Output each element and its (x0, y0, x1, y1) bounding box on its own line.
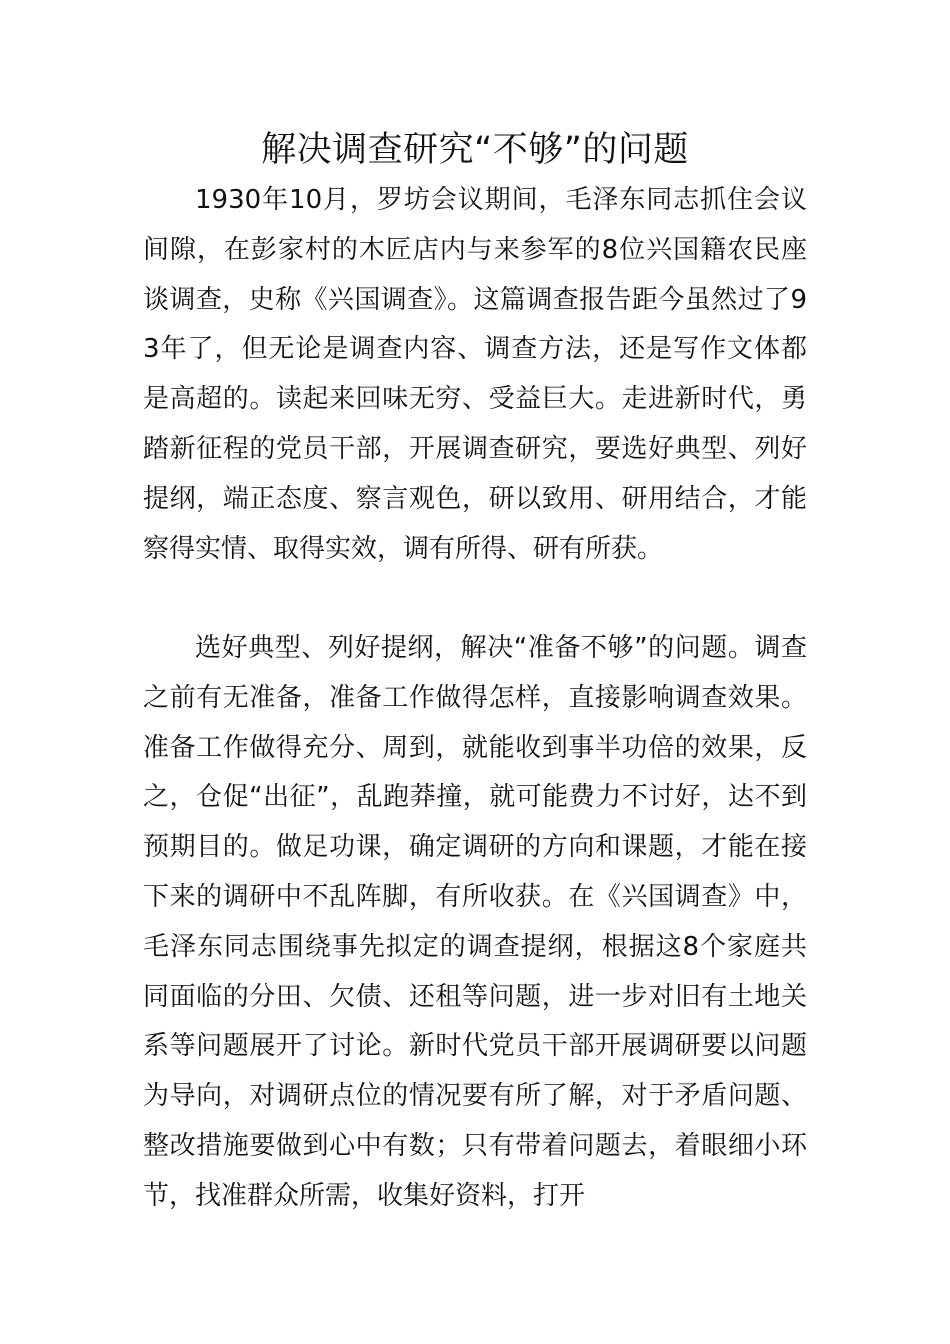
document-title: 解决调查研究“不够”的问题 (261, 130, 689, 170)
paragraph-intro: 1930年10月，罗坊会议期间，毛泽东同志抓住会议间隙，在彭家村的木匠店内与来参军的8位兴国籍农民座谈调查，史称《兴国调查》。这篇调查报告距今虽然过了93年了，但无论是调查内容、调查方法，还是写作文体都是高超的。读起来回味无穷、受益巨大。走进新时代，勇踏新征程的党员干部，开展调查研究，要选好典型、列好提纲，端正态度、察言观色，研以致用、研用结合，才能察得实情、取得实效，调有所得、研有所获。 (143, 185, 807, 564)
paragraph-preparation: 选好典型、列好提纲，解决“准备不够”的问题。调查之前有无准备，准备工作做得怎样，直接影响调查效果。准备工作做得充分、周到，就能收到事半功倍的效果，反之，仓促“出征”，乱跑莽撞，就可能费力不讨好，达不到预期目的。做足功课，确定调研的方向和课题，才能在接下来的调研中不乱阵脚，有所收获。在《兴国调查》中，毛泽东同志围绕事先拟定的调查提纲，根据这8个家庭共同面临的分田、欠债、还租等问题，进一步对旧有土地关系等问题展开了讨论。新时代党员干部开展调研要以问题为导向，对调研点位的情况要有所了解，对于矛盾问题、整改措施要做到心中有数；只有带着问题去，着眼细小环节，找准群众所需，收集好资料，打开 (143, 633, 807, 1211)
